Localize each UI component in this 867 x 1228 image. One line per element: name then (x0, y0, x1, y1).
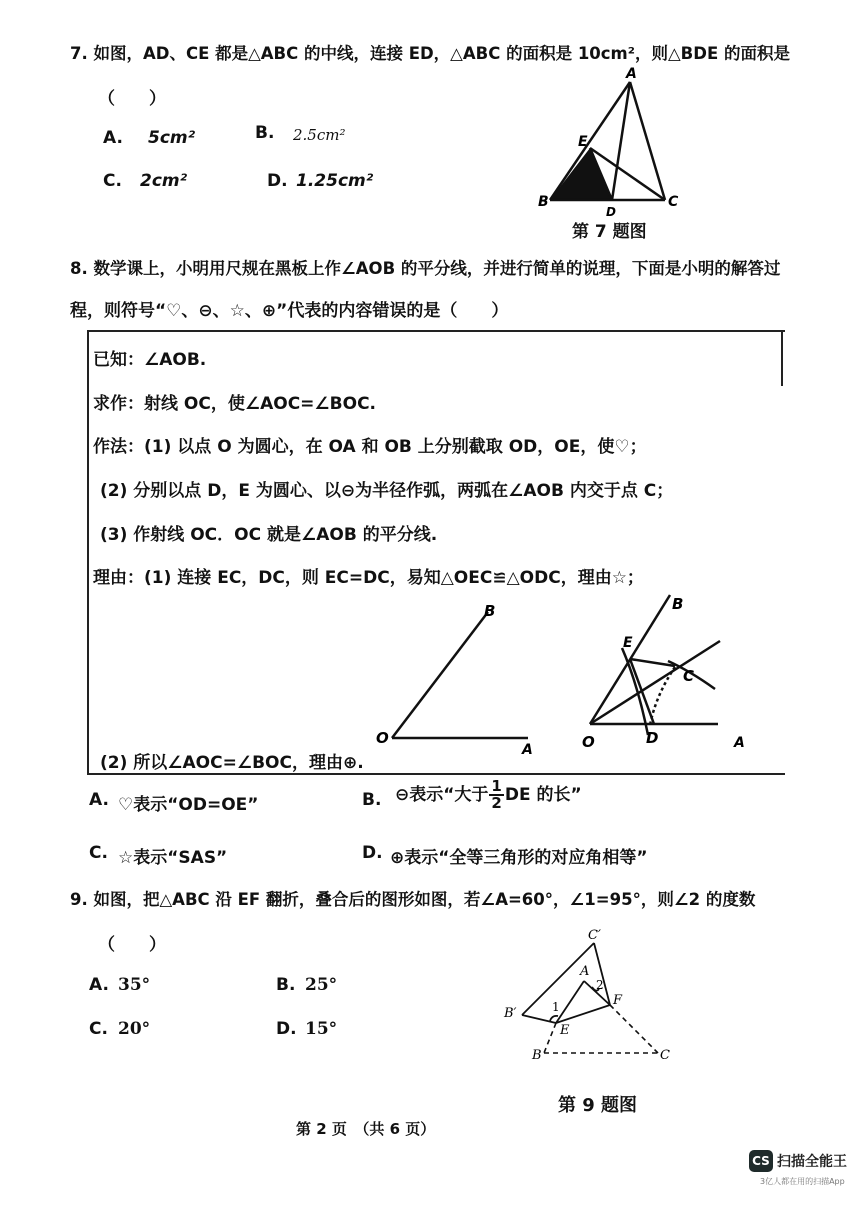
q8-stem-line2: 程，则符号“♡、⊖、☆、⊕”代表的内容错误的是（ ） (70, 301, 509, 321)
q8-option-c-text: ☆表示“SAS” (118, 848, 228, 868)
camscanner-brand: 扫描全能王 (777, 1154, 847, 1170)
q9-option-c-value: 20° (118, 1019, 151, 1039)
q8-option-b-prefix: ⊖表示“大于 (395, 785, 489, 805)
q9-option-b-label: B. (276, 975, 296, 995)
q9-figure-caption: 第 9 题图 (558, 1095, 638, 1116)
camscanner-logo-icon: CS (749, 1150, 773, 1172)
q8-option-b-fraction (489, 779, 503, 811)
q8-right-label-a: A (734, 735, 745, 751)
q9-label-e: E (560, 1023, 570, 1038)
q7-option-c-label: C. (103, 171, 122, 191)
q8-right-label-d: D (646, 729, 659, 747)
q7-option-b-label: B. (255, 123, 275, 143)
q9-option-a-value: 35° (118, 975, 151, 995)
q9-label-b-prime: B′ (504, 1006, 517, 1021)
q9-label-c-prime: C′ (588, 928, 601, 943)
q7-figure-caption: 第 7 题图 (572, 222, 647, 242)
q9-option-a-label: A. (89, 975, 109, 995)
q8-construct: 求作：射线 OC，使∠AOC=∠BOC. (93, 394, 376, 414)
q9-label-f: F (613, 993, 623, 1008)
q8-option-b-numerator: 1 (491, 777, 502, 795)
q8-right-label-c: C (683, 667, 695, 685)
q9-option-c-label: C. (89, 1019, 108, 1039)
q8-left-label-a: A (522, 742, 533, 758)
q8-option-a-text: ♡表示“OD=OE” (118, 795, 259, 815)
q9-option-d-label: D. (276, 1019, 297, 1039)
q8-option-b-suffix: DE 的长” (504, 785, 582, 805)
q7-option-c-value: 2cm² (140, 171, 188, 191)
q7-label-a: A (626, 66, 637, 82)
q9-label-a: A (580, 964, 590, 979)
q7-paren: （ ） (98, 89, 166, 109)
q8-option-c-label: C. (89, 843, 108, 863)
q8-method2: (2) 分别以点 D，E 为圆心、以⊖为半径作弧，两弧在∠AOB 内交于点 C； (100, 481, 674, 501)
q8-reason2: (2) 所以∠AOC=∠BOC，理由⊕. (100, 753, 364, 773)
q9-label-angle-1: 1 (552, 1000, 560, 1014)
q9-label-b: B (532, 1048, 542, 1063)
q8-right-label-o: O (582, 733, 595, 751)
q8-left-label-b: B (484, 602, 496, 620)
q9-figure (500, 925, 690, 1070)
page-footer: 第 2 页 （共 6 页） (296, 1120, 436, 1138)
q7-option-b-value: 2.5cm² (293, 126, 346, 144)
q9-label-c: C (660, 1048, 670, 1063)
q8-method1: 作法：(1) 以点 O 为圆心，在 OA 和 OB 上分别截取 OD，OE，使♡； (93, 437, 647, 457)
q8-option-b-denominator: 2 (491, 794, 502, 812)
q8-stem-line1: 8. 数学课上，小明用尺规在黑板上作∠AOB 的平分线，并进行简单的说理，下面是小明的解答过 (70, 259, 781, 278)
q9-option-b-value: 25° (305, 975, 338, 995)
q7-label-e: E (578, 134, 588, 150)
q7-label-b: B (538, 194, 549, 210)
q9-paren: （ ） (98, 935, 166, 955)
q9-option-d-value: 15° (305, 1019, 338, 1039)
q7-stem: 7. 如图，AD、CE 都是△ABC 的中线，连接 ED，△ABC 的面积是 10cm²，则△BDE 的面积是 (70, 44, 790, 63)
q8-right-label-b: B (672, 595, 684, 613)
q8-option-a-label: A. (89, 790, 109, 810)
q7-option-d-label: D. (267, 171, 288, 191)
q8-reason1: 理由：(1) 连接 EC，DC，则 EC=DC，易知△OEC≌△ODC，理由☆； (93, 568, 644, 588)
q8-option-d-text: ⊕表示“全等三角形的对应角相等” (390, 848, 648, 868)
q8-option-b-text (395, 779, 582, 811)
q7-label-c: C (668, 194, 679, 210)
q8-figure-left (370, 600, 540, 758)
q8-option-d-label: D. (362, 843, 383, 863)
q7-option-a-value: 5cm² (148, 128, 196, 148)
q8-known: 已知：∠AOB. (93, 350, 207, 370)
q8-right-label-e: E (623, 635, 633, 651)
q7-label-d: D (606, 205, 616, 219)
q8-left-label-o: O (376, 729, 389, 747)
camscanner-tagline: 3亿人都在用的扫描App (760, 1177, 845, 1186)
q9-stem: 9. 如图，把△ABC 沿 EF 翻折，叠合后的图形如图，若∠A=60°，∠1=95°，则∠2 的度数 (70, 890, 756, 909)
q8-box-right-edge (781, 330, 783, 386)
q7-option-a-label: A. (103, 128, 123, 148)
q7-option-d-value: 1.25cm² (296, 171, 374, 191)
q9-label-angle-2: 2 (596, 978, 604, 992)
q8-figure-right (580, 593, 750, 753)
q8-method3: (3) 作射线 OC．OC 就是∠AOB 的平分线. (100, 525, 438, 545)
q7-figure (530, 60, 690, 220)
q8-option-b-label: B. (362, 790, 382, 810)
